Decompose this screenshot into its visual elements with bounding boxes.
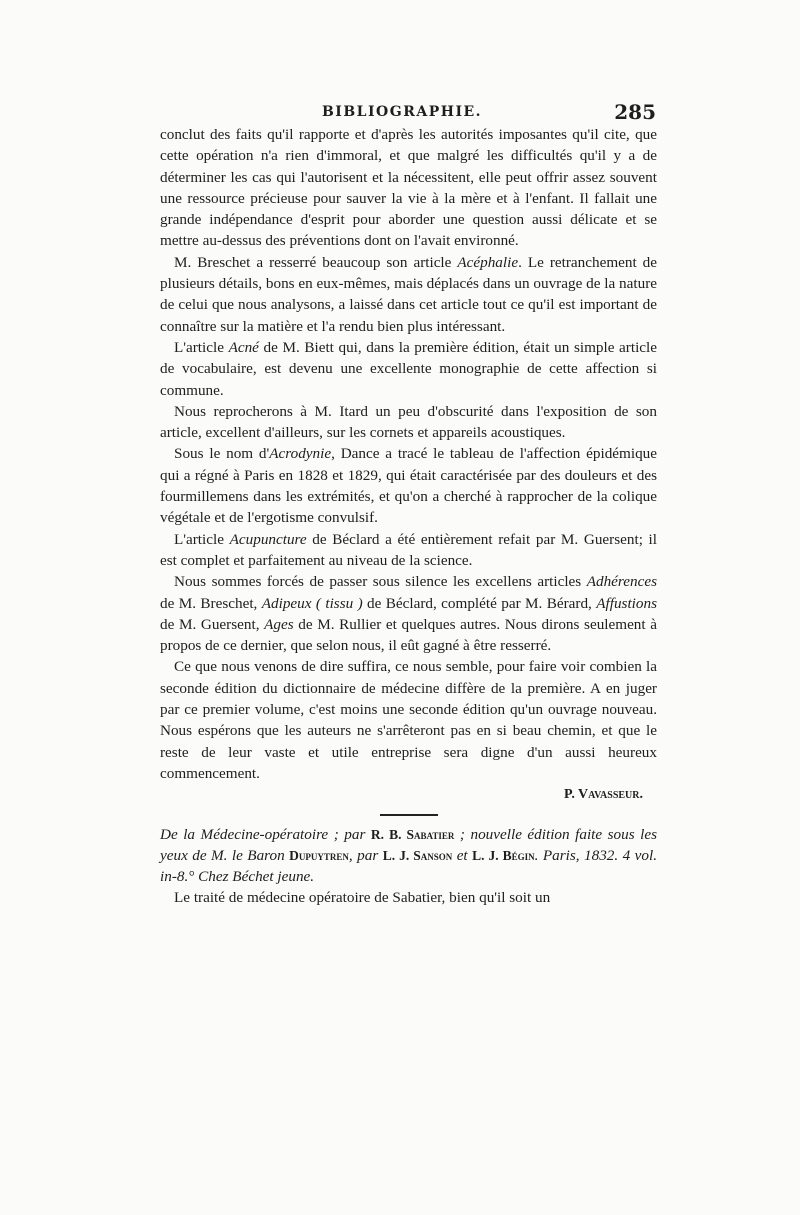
paragraph-6 bbox=[160, 529, 657, 572]
citation-title: De la Médecine-opératoire bbox=[160, 825, 329, 843]
citation-author: R. B. Sabatier bbox=[370, 826, 455, 842]
paragraph-7 bbox=[160, 571, 657, 656]
citation-editor: Dupuytren bbox=[289, 847, 349, 863]
paragraph-8 bbox=[160, 656, 657, 784]
citation-text: , par bbox=[348, 846, 379, 864]
article-title: Acné bbox=[228, 338, 259, 356]
paragraph-text: M. Breschet a resserré beaucoup son article bbox=[174, 253, 458, 271]
article-title: Acupuncture bbox=[229, 530, 307, 548]
paragraph-text: de M. Rullier et quelques autres. Nous dirons seulement à propos de ce dernier, que selon nous, il eût gagné à être resserré. bbox=[160, 615, 657, 655]
paragraph-text: de Béclard a été entièrement refait par M. Guersent; il est complet et parfaitement au niveau de la science. bbox=[160, 530, 657, 569]
paragraph-text: de M. Guersent, bbox=[160, 615, 265, 633]
running-title: BIBLIOGRAPHIE. bbox=[321, 104, 483, 120]
paragraph-9: Le traité de médecine opératoire de Sabatier, bien qu'il soit un bbox=[174, 889, 551, 907]
paragraph-5 bbox=[160, 443, 657, 528]
paragraph-text: de M. Breschet, bbox=[160, 594, 262, 612]
paragraph-text: de Béclard, complété par M. Bérard, bbox=[362, 594, 597, 612]
citation-text: ; nouvelle édition faite bbox=[459, 825, 603, 843]
article-title: Adipeux ( tissu ) bbox=[261, 594, 363, 612]
citation-details: , 1832. 4 vol. in-8.° Chez Béchet jeune. bbox=[160, 846, 658, 886]
citation-text: sous les yeux de M. le Baron bbox=[160, 825, 658, 864]
paragraph-text: , Dance a tracé le tableau de l'affection épidémique qui a régné à Paris en 1828 et 1829, qui était caractérisée par des douleurs et des fourmillemens dans les extrémités, et qu'on a cherché à rapprocher de la colique végétale et de l'ergotisme convulsif. bbox=[160, 445, 657, 527]
paragraph-text: Nous reprocherons à M. Itard un peu d'obscurité dans l'exposition de son article, excellent d'ailleurs, sur les cornets et appareils acoustiques. bbox=[160, 402, 657, 442]
paragraph-1 bbox=[160, 124, 657, 252]
paragraph-text: Ce que nous venons de dire suffira, ce nous semble, pour faire voir combien la seconde édition du dictionnaire de médecine diffère de la première. A en juger par ce premier volume, c'est moins une seconde édition qu'un ouvrage nouveau. Nous espérons que les auteurs ne s'arrêteront pas en si beau chemin, et que le reste de leur vaste et utile entreprise sera digne d'un aussi heureux commencement. bbox=[160, 658, 657, 782]
page-number: 285 bbox=[614, 100, 656, 124]
book-citation bbox=[160, 824, 657, 888]
review-signature: P. Vavasseur. bbox=[564, 787, 643, 803]
article-title: Adhérences bbox=[586, 573, 657, 591]
citation-text: ; par bbox=[333, 825, 366, 843]
article-title: Acrodynie bbox=[269, 445, 332, 463]
paragraph-text: conclut des faits qu'il rapporte et d'après les autorités imposantes qu'il cite, que cette opération n'a rien d'immoral, et que malgré les difficultés qu'il y a de déterminer les cas qui l'autorisent et la nécessitent, elle peut offrir assez souvent une ressource précieuse pour sauver la vie à la mère et à l'enfant. Il fallait une grande indépendance d'esprit pour aborder une question aussi délicate et se mettre au-dessus des préventions dont on l'avait environné. bbox=[160, 126, 657, 250]
paragraph-text: Nous sommes forcés de passer sous silence les excellens articles bbox=[174, 573, 587, 591]
article-title: Affustions bbox=[596, 594, 657, 612]
article-title: Ages bbox=[264, 615, 294, 633]
section-rule bbox=[380, 814, 438, 816]
article-title: Acéphalie bbox=[457, 253, 519, 271]
paragraph-text: . Le retranchement de plusieurs détails, bons en eux-mêmes, mais déplacés dans un ouvrage de la nature de celui que nous analysons, a laissé dans cet article tout ce qu'il est important de connaître sur la matière et l'a rendu bien plus intéressant. bbox=[160, 253, 657, 335]
paragraph-4 bbox=[160, 401, 657, 444]
paragraph-text: L'article bbox=[174, 530, 230, 548]
citation-text: et bbox=[456, 846, 468, 864]
citation-editor: L. J. Bégin bbox=[472, 847, 535, 863]
body-text bbox=[160, 124, 657, 909]
paragraph-text: Sous le nom d' bbox=[174, 445, 270, 463]
paragraph-text: L'article bbox=[174, 338, 229, 356]
citation-text: . Paris bbox=[534, 846, 576, 864]
citation-editor: L. J. Sanson bbox=[382, 847, 453, 863]
paragraph-text: de M. Biett qui, dans la première édition, était un simple article de vocabulaire, est devenu une excellente monographie de cette affection si commune. bbox=[160, 338, 657, 399]
paragraph-2 bbox=[160, 252, 657, 337]
paragraph-3 bbox=[160, 337, 657, 401]
